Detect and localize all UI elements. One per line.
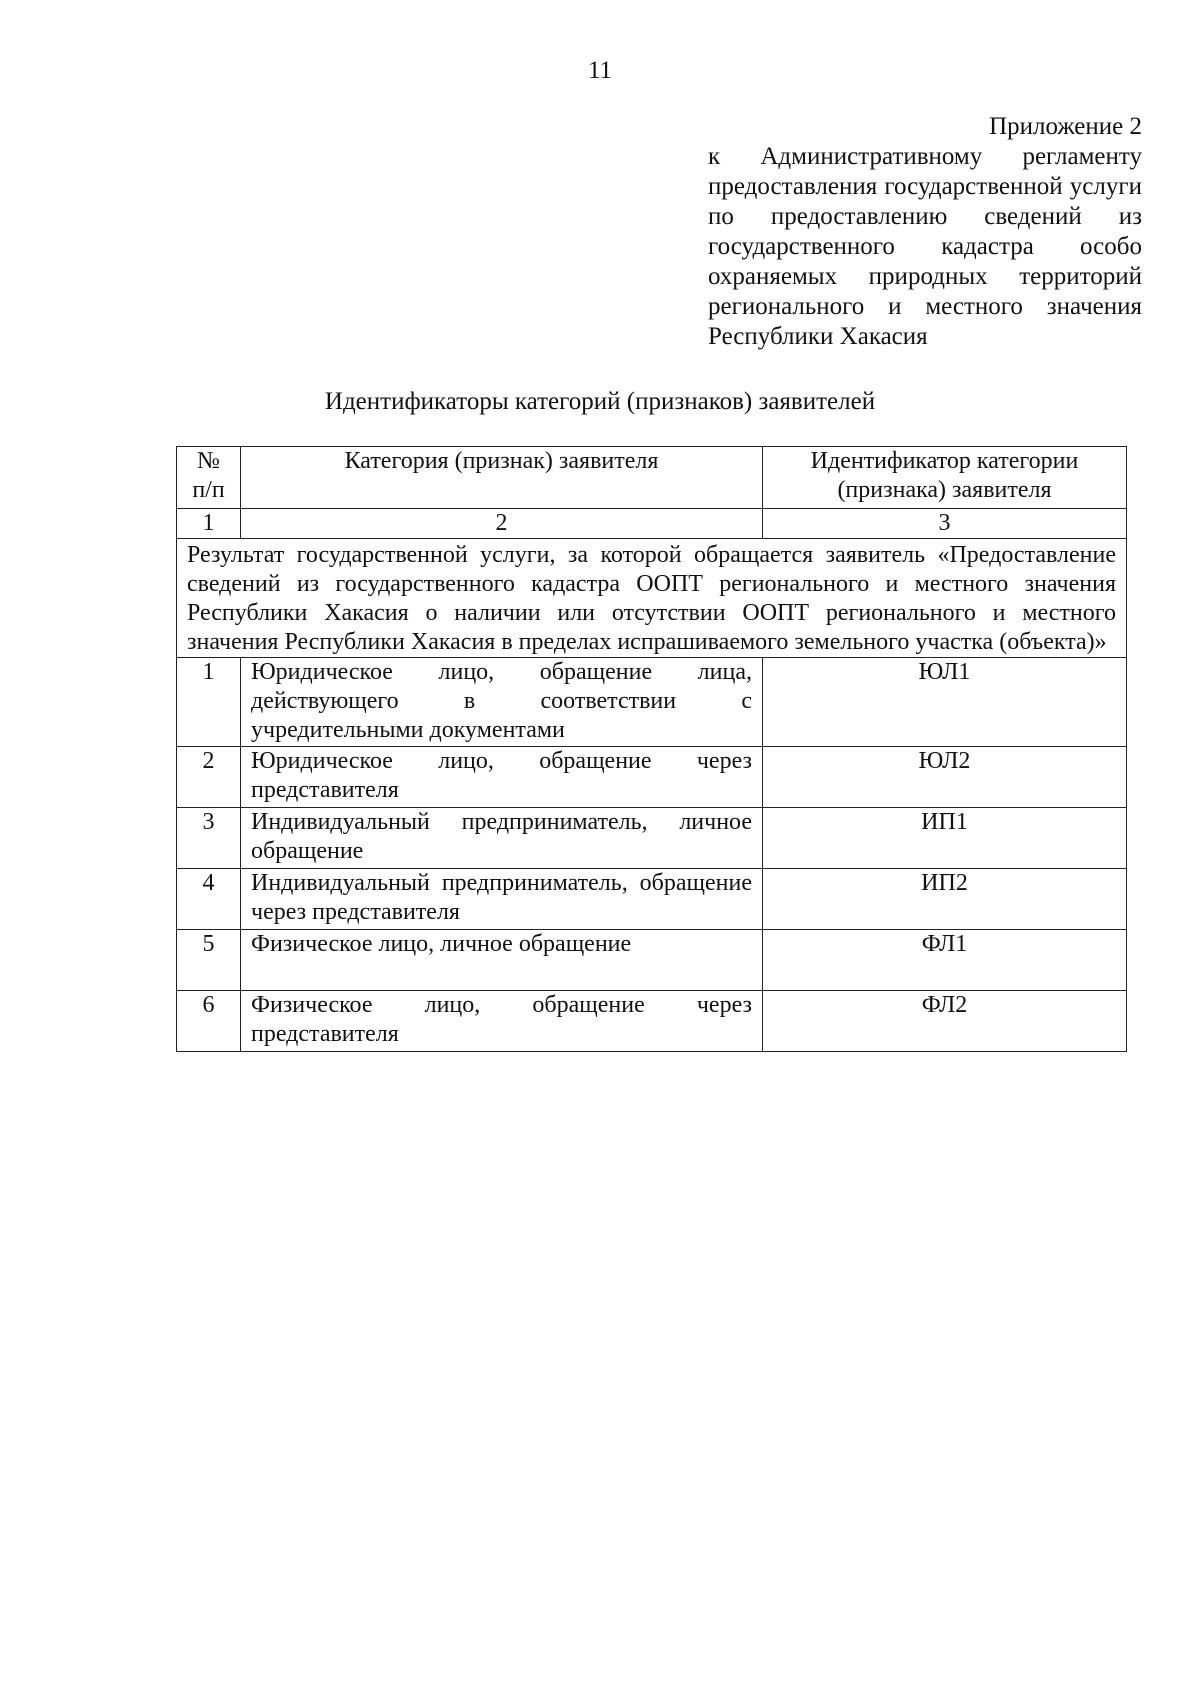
- table-row: [177, 930, 1127, 991]
- row-identifier: ЮЛ1: [763, 658, 1127, 747]
- row-identifier: ИП1: [763, 808, 1127, 869]
- row-identifier: ИП2: [763, 869, 1127, 930]
- document-title: Идентификаторы категорий (признаков) заявителей: [324, 388, 876, 415]
- row-category: Физическое лицо, обращение через представителя: [241, 991, 763, 1052]
- row-number: 1: [177, 658, 241, 747]
- header-category: Категория (признак) заявителя: [241, 447, 763, 509]
- column-index-3: 3: [763, 509, 1127, 539]
- table-row: [177, 808, 1127, 869]
- header-number: № п/п: [177, 447, 241, 509]
- table-row: [177, 747, 1127, 808]
- row-category: Индивидуальный предприниматель, обращение через представителя: [241, 869, 763, 930]
- appendix-title: Приложение 2: [989, 113, 1142, 140]
- column-index-1: 1: [177, 509, 241, 539]
- table-row: [177, 869, 1127, 930]
- appendix-text: к Административному регламенту предоставления государственной услуги по предоставлению сведений из государственного кадастра особо охраняемых природных территорий регионального и местного значения Республики Хакасия: [708, 143, 1142, 350]
- row-number: 3: [177, 808, 241, 869]
- header-identifier: Идентификатор категории (признака) заявителя: [763, 447, 1127, 509]
- row-identifier: ФЛ2: [763, 991, 1127, 1052]
- result-description: Результат государственной услуги, за которой обращается заявитель «Предоставление сведений из государственного кадастра ООПТ регионального и местного значения Республики Хакасия о наличии или отсутствии ООПТ регионального и местного значения Республики Хакасия в пределах испрашиваемого земельного участка (объекта)»: [177, 539, 1127, 658]
- row-category: Юридическое лицо, обращение лица, действующего в соответствии с учредительными документами: [241, 658, 763, 747]
- table-row: [177, 658, 1127, 747]
- table-index-row: [177, 509, 1127, 539]
- table-row: [177, 991, 1127, 1052]
- row-identifier: ЮЛ2: [763, 747, 1127, 808]
- row-number: 4: [177, 869, 241, 930]
- row-category: Индивидуальный предприниматель, личное обращение: [241, 808, 763, 869]
- row-category: Юридическое лицо, обращение через представителя: [241, 747, 763, 808]
- row-identifier: ФЛ1: [763, 930, 1127, 991]
- row-number: 5: [177, 930, 241, 991]
- row-number: 6: [177, 991, 241, 1052]
- appendix-block: [708, 112, 1142, 352]
- categories-table: [176, 446, 1127, 1052]
- column-index-2: 2: [241, 509, 763, 539]
- table-result-row: [177, 539, 1127, 658]
- row-category: Физическое лицо, личное обращение: [241, 930, 763, 991]
- row-number: 2: [177, 747, 241, 808]
- page-number: 11: [587, 57, 613, 84]
- table-header-row: [177, 447, 1127, 509]
